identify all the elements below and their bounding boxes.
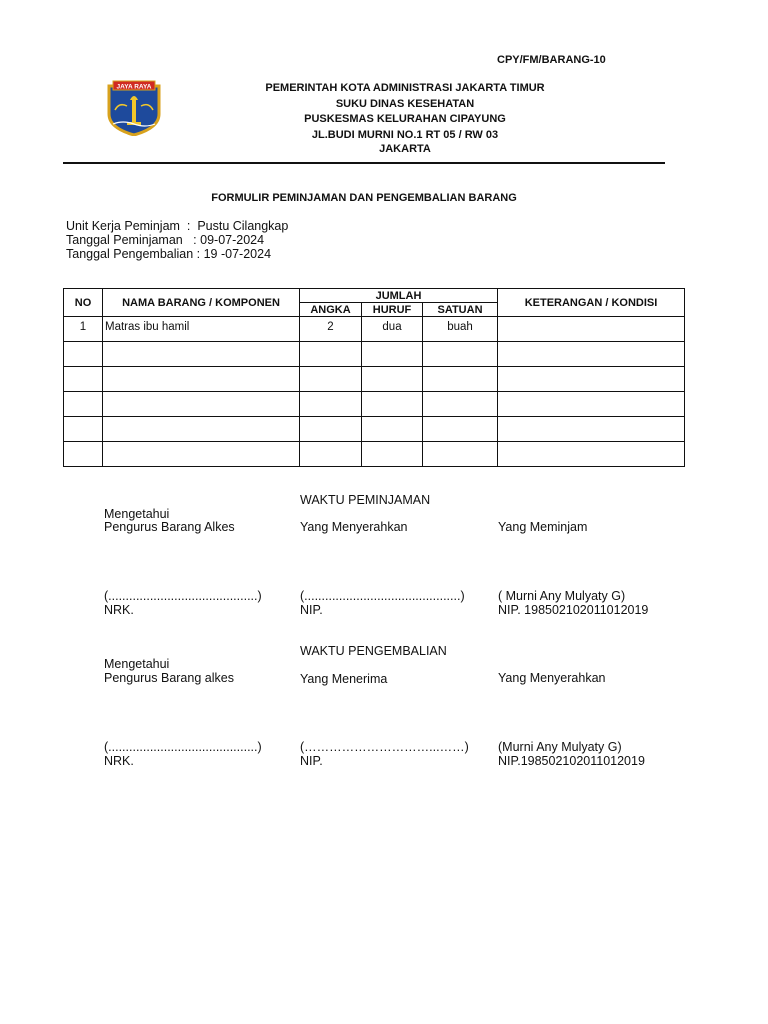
header-divider bbox=[63, 162, 665, 164]
info-unit-kerja bbox=[66, 219, 288, 233]
pengembalian-sign-pengurus: (...........................................) bbox=[104, 740, 262, 754]
cell-angka bbox=[300, 392, 362, 417]
info-label: Tanggal Pengembalian bbox=[66, 247, 194, 261]
peminjaman-title: WAKTU PEMINJAMAN bbox=[300, 493, 431, 507]
info-separator: : bbox=[179, 219, 198, 233]
items-table bbox=[63, 288, 685, 467]
cell-satuan bbox=[423, 367, 498, 392]
peminjaman-role-menyerahkan: Yang Menyerahkan bbox=[300, 520, 408, 534]
cell-nama bbox=[103, 367, 300, 392]
logo-banner-text: JAYA RAYA bbox=[116, 83, 152, 91]
info-value: Pustu Cilangkap bbox=[197, 219, 289, 233]
peminjaman-role-meminjam: Yang Meminjam bbox=[498, 520, 588, 534]
peminjaman-sign-meminjam: ( Murni Any Mulyaty G) bbox=[498, 589, 626, 603]
header-line: SUKU DINAS KESEHATAN bbox=[335, 97, 475, 110]
header-keterangan: KETERANGAN / KONDISI bbox=[498, 289, 685, 317]
pengembalian-id-pengurus: NRK. bbox=[104, 754, 134, 768]
pengembalian-title: WAKTU PENGEMBALIAN bbox=[300, 644, 447, 658]
header-jumlah: JUMLAH bbox=[300, 289, 498, 303]
header-angka: ANGKA bbox=[300, 303, 362, 317]
cell-no bbox=[64, 417, 103, 442]
jakarta-logo bbox=[103, 80, 165, 136]
peminjaman-sign-menyerahkan: (.............................................) bbox=[300, 589, 465, 603]
cell-no bbox=[64, 342, 103, 367]
table-row bbox=[64, 417, 685, 442]
header-line: PUSKESMAS KELURAHAN CIPAYUNG bbox=[304, 113, 506, 125]
pengembalian-sign-menyerahkan: (Murni Any Mulyaty G) bbox=[498, 740, 622, 754]
cell-angka: 2 bbox=[300, 317, 362, 342]
cell-angka bbox=[300, 417, 362, 442]
header-no: NO bbox=[64, 289, 103, 317]
table-row bbox=[64, 317, 685, 342]
pengembalian-role-pengurus: Pengurus Barang alkes bbox=[104, 671, 234, 685]
cell-nama bbox=[103, 442, 300, 467]
cell-huruf bbox=[362, 392, 423, 417]
peminjaman-id-pengurus: NRK. bbox=[104, 603, 134, 617]
pengembalian-sign-menerima: (…………………………...……) bbox=[300, 740, 469, 754]
peminjaman-role-pengurus: Pengurus Barang Alkes bbox=[104, 520, 235, 534]
cell-nama bbox=[103, 342, 300, 367]
pengembalian-id-menerima: NIP. bbox=[300, 754, 323, 768]
info-separator: : bbox=[182, 233, 201, 247]
header-nama: NAMA BARANG / KOMPONEN bbox=[103, 289, 300, 317]
table-row bbox=[64, 442, 685, 467]
pengembalian-role-menerima: Yang Menerima bbox=[300, 672, 388, 686]
cell-keterangan bbox=[498, 317, 685, 342]
agency-header bbox=[160, 81, 650, 143]
cell-huruf bbox=[362, 417, 423, 442]
cell-angka bbox=[300, 342, 362, 367]
header-line: JL.BUDI MURNI NO.1 RT 05 / RW 03 bbox=[311, 128, 499, 141]
cell-angka bbox=[300, 367, 362, 392]
table-row bbox=[64, 367, 685, 392]
pengembalian-id-menyerahkan: NIP.198502102011012019 bbox=[498, 754, 645, 768]
cell-huruf bbox=[362, 342, 423, 367]
table-row bbox=[64, 392, 685, 417]
cell-huruf: dua bbox=[362, 317, 423, 342]
pengembalian-mengetahui: Mengetahui bbox=[104, 657, 170, 671]
cell-no: 1 bbox=[64, 317, 103, 342]
cell-satuan bbox=[423, 392, 498, 417]
header-city: JAKARTA bbox=[379, 143, 431, 155]
peminjaman-id-meminjam: NIP. 198502102011012019 bbox=[498, 603, 649, 617]
peminjaman-id-menyerahkan: NIP. bbox=[300, 603, 323, 617]
cell-nama: Matras ibu hamil bbox=[103, 317, 300, 342]
table-row bbox=[64, 342, 685, 367]
pengembalian-role-menyerahkan: Yang Menyerahkan bbox=[498, 671, 606, 685]
header-satuan: SATUAN bbox=[423, 303, 498, 317]
cell-nama bbox=[103, 417, 300, 442]
info-tanggal-peminjaman bbox=[66, 233, 264, 247]
cell-no bbox=[64, 392, 103, 417]
cell-keterangan bbox=[498, 392, 685, 417]
header-line: PEMERINTAH KOTA ADMINISTRASI JAKARTA TIMUR bbox=[265, 82, 545, 94]
info-label: Unit Kerja Peminjam bbox=[66, 219, 180, 233]
cell-angka bbox=[300, 442, 362, 467]
cell-no bbox=[64, 367, 103, 392]
cell-keterangan bbox=[498, 367, 685, 392]
cell-keterangan bbox=[498, 417, 685, 442]
info-value: 09-07-2024 bbox=[200, 233, 265, 247]
cell-satuan bbox=[423, 442, 498, 467]
cell-no bbox=[64, 442, 103, 467]
cell-keterangan bbox=[498, 442, 685, 467]
cell-keterangan bbox=[498, 342, 685, 367]
document-code: CPY/FM/BARANG-10 bbox=[497, 54, 606, 66]
cell-nama bbox=[103, 392, 300, 417]
cell-satuan bbox=[423, 342, 498, 367]
jakarta-emblem-icon bbox=[103, 80, 165, 136]
info-tanggal-pengembalian bbox=[66, 247, 271, 261]
form-title: FORMULIR PEMINJAMAN DAN PENGEMBALIAN BARANG bbox=[211, 192, 517, 204]
info-value: 19 -07-2024 bbox=[203, 247, 272, 261]
cell-satuan bbox=[423, 417, 498, 442]
peminjaman-sign-pengurus: (...........................................) bbox=[104, 589, 262, 603]
cell-huruf bbox=[362, 442, 423, 467]
peminjaman-mengetahui: Mengetahui bbox=[104, 507, 170, 521]
info-label: Tanggal Peminjaman bbox=[66, 233, 183, 247]
cell-huruf bbox=[362, 367, 423, 392]
cell-satuan: buah bbox=[423, 317, 498, 342]
info-separator: : bbox=[193, 247, 204, 261]
header-huruf: HURUF bbox=[362, 303, 423, 317]
